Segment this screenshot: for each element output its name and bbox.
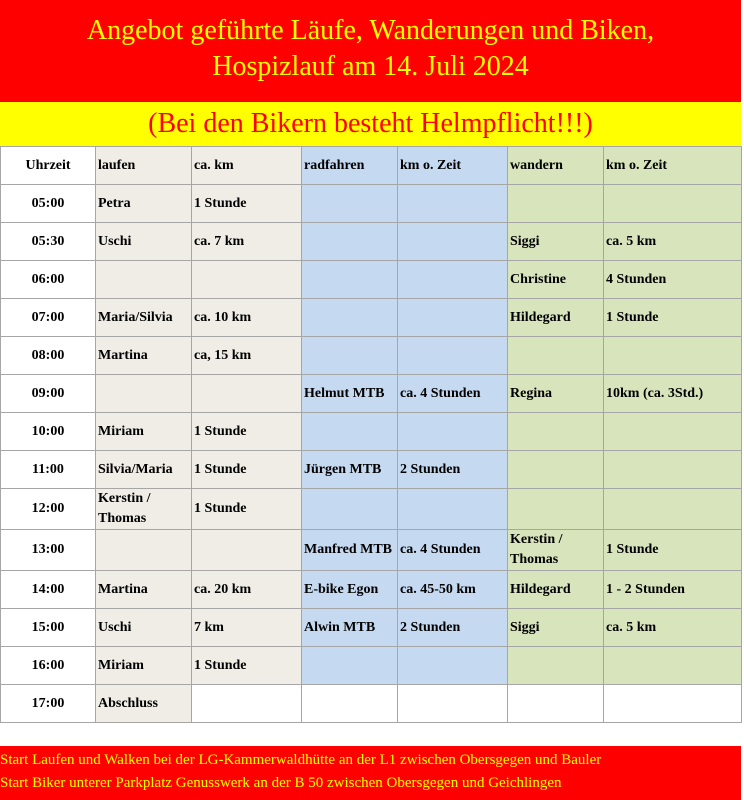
run-distance-cell[interactable]: ca, 15 km bbox=[192, 337, 302, 375]
time-cell[interactable]: 15:00 bbox=[1, 609, 96, 647]
biker-cell[interactable] bbox=[302, 299, 398, 337]
table-row bbox=[1, 413, 742, 451]
hiker-cell[interactable] bbox=[508, 185, 604, 223]
biker-cell[interactable]: Manfred MTB bbox=[302, 530, 398, 571]
run-distance-cell[interactable]: 1 Stunde bbox=[192, 185, 302, 223]
biker-cell[interactable] bbox=[302, 223, 398, 261]
runner-cell[interactable]: Kerstin / Thomas bbox=[96, 489, 192, 530]
run-distance-cell[interactable]: 1 Stunde bbox=[192, 413, 302, 451]
bike-distance-cell[interactable] bbox=[398, 489, 508, 530]
footer-line-2: Start Biker unterer Parkplatz Genusswerk an der B 50 zwischen Obersgegen und Geichlingen bbox=[0, 775, 562, 791]
run-distance-cell[interactable]: 7 km bbox=[192, 609, 302, 647]
header-hike-km[interactable]: km o. Zeit bbox=[604, 147, 742, 185]
hike-distance-cell[interactable] bbox=[604, 337, 742, 375]
header-laufen[interactable]: laufen bbox=[96, 147, 192, 185]
bike-distance-cell[interactable] bbox=[398, 647, 508, 685]
bike-distance-cell[interactable]: ca. 4 Stunden bbox=[398, 530, 508, 571]
table-row bbox=[1, 647, 742, 685]
runner-cell[interactable]: Miriam bbox=[96, 647, 192, 685]
run-distance-cell[interactable] bbox=[192, 685, 302, 723]
biker-cell[interactable] bbox=[302, 413, 398, 451]
table-row bbox=[1, 609, 742, 647]
header-run-km[interactable]: ca. km bbox=[192, 147, 302, 185]
time-cell[interactable]: 12:00 bbox=[1, 489, 96, 530]
runner-cell[interactable]: Uschi bbox=[96, 609, 192, 647]
hike-distance-cell[interactable]: 1 Stunde bbox=[604, 299, 742, 337]
bike-distance-cell[interactable]: ca. 4 Stunden bbox=[398, 375, 508, 413]
hiker-cell[interactable]: Siggi bbox=[508, 609, 604, 647]
run-distance-cell[interactable]: ca. 7 km bbox=[192, 223, 302, 261]
hike-distance-cell[interactable] bbox=[604, 413, 742, 451]
hiker-cell[interactable]: Hildegard bbox=[508, 571, 604, 609]
run-distance-cell[interactable] bbox=[192, 375, 302, 413]
table-row bbox=[1, 375, 742, 413]
table-row bbox=[1, 337, 742, 375]
bike-distance-cell[interactable] bbox=[398, 413, 508, 451]
time-cell[interactable]: 09:00 bbox=[1, 375, 96, 413]
time-cell[interactable]: 17:00 bbox=[1, 685, 96, 723]
run-distance-cell[interactable]: 1 Stunde bbox=[192, 647, 302, 685]
biker-cell[interactable] bbox=[302, 489, 398, 530]
table-row bbox=[1, 685, 742, 723]
helmet-notice: (Bei den Bikern besteht Helmpflicht!!!) bbox=[0, 102, 741, 146]
table-row bbox=[1, 530, 742, 571]
runner-cell[interactable]: Miriam bbox=[96, 413, 192, 451]
footer-line-1: Start Laufen und Walken bei der LG-Kammerwaldhütte an der L1 zwischen Obersgegen und Bauler bbox=[0, 752, 602, 768]
header-row bbox=[1, 147, 742, 185]
title-line-2: Hospizlauf am 14. Juli 2024 bbox=[212, 51, 529, 82]
table-row bbox=[1, 261, 742, 299]
runner-cell[interactable]: Abschluss bbox=[96, 685, 192, 723]
biker-cell[interactable] bbox=[302, 685, 398, 723]
time-cell[interactable]: 05:30 bbox=[1, 223, 96, 261]
runner-cell[interactable]: Martina bbox=[96, 337, 192, 375]
time-cell[interactable]: 14:00 bbox=[1, 571, 96, 609]
runner-cell[interactable]: Petra bbox=[96, 185, 192, 223]
time-cell[interactable]: 07:00 bbox=[1, 299, 96, 337]
time-cell[interactable]: 11:00 bbox=[1, 451, 96, 489]
hike-distance-cell[interactable]: ca. 5 km bbox=[604, 223, 742, 261]
biker-cell[interactable] bbox=[302, 185, 398, 223]
bike-distance-cell[interactable] bbox=[398, 299, 508, 337]
bike-distance-cell[interactable] bbox=[398, 337, 508, 375]
time-cell[interactable]: 10:00 bbox=[1, 413, 96, 451]
bike-distance-cell[interactable] bbox=[398, 185, 508, 223]
title-banner bbox=[0, 0, 741, 102]
schedule-table bbox=[0, 146, 742, 723]
table-row bbox=[1, 185, 742, 223]
table-row bbox=[1, 571, 742, 609]
bike-distance-cell[interactable]: ca. 45-50 km bbox=[398, 571, 508, 609]
run-distance-cell[interactable]: 1 Stunde bbox=[192, 451, 302, 489]
hiker-cell[interactable] bbox=[508, 647, 604, 685]
runner-cell[interactable] bbox=[96, 530, 192, 571]
bike-distance-cell[interactable]: 2 Stunden bbox=[398, 451, 508, 489]
biker-cell[interactable]: Alwin MTB bbox=[302, 609, 398, 647]
runner-cell[interactable]: Silvia/Maria bbox=[96, 451, 192, 489]
time-cell[interactable]: 16:00 bbox=[1, 647, 96, 685]
hiker-cell[interactable]: Kerstin / Thomas bbox=[508, 530, 604, 571]
table-row bbox=[1, 299, 742, 337]
runner-cell[interactable] bbox=[96, 375, 192, 413]
header-radfahren[interactable]: radfahren bbox=[302, 147, 398, 185]
time-cell[interactable]: 06:00 bbox=[1, 261, 96, 299]
header-bike-km[interactable]: km o. Zeit bbox=[398, 147, 508, 185]
hiker-cell[interactable]: Hildegard bbox=[508, 299, 604, 337]
hiker-cell[interactable] bbox=[508, 337, 604, 375]
hike-distance-cell[interactable]: ca. 5 km bbox=[604, 609, 742, 647]
biker-cell[interactable] bbox=[302, 647, 398, 685]
hiker-cell[interactable]: Siggi bbox=[508, 223, 604, 261]
hiker-cell[interactable]: Christine bbox=[508, 261, 604, 299]
hiker-cell[interactable] bbox=[508, 451, 604, 489]
hike-distance-cell[interactable] bbox=[604, 489, 742, 530]
run-distance-cell[interactable]: ca. 20 km bbox=[192, 571, 302, 609]
hike-distance-cell[interactable] bbox=[604, 647, 742, 685]
table-row bbox=[1, 451, 742, 489]
table-row bbox=[1, 489, 742, 530]
header-uhrzeit[interactable]: Uhrzeit bbox=[1, 147, 96, 185]
time-cell[interactable]: 05:00 bbox=[1, 185, 96, 223]
hike-distance-cell[interactable]: 10km (ca. 3Std.) bbox=[604, 375, 742, 413]
bike-distance-cell[interactable] bbox=[398, 261, 508, 299]
hiker-cell[interactable]: Regina bbox=[508, 375, 604, 413]
bike-distance-cell[interactable]: 2 Stunden bbox=[398, 609, 508, 647]
hike-distance-cell[interactable]: 4 Stunden bbox=[604, 261, 742, 299]
footer-banner bbox=[0, 746, 741, 800]
biker-cell[interactable]: Jürgen MTB bbox=[302, 451, 398, 489]
time-cell[interactable]: 08:00 bbox=[1, 337, 96, 375]
biker-cell[interactable] bbox=[302, 337, 398, 375]
runner-cell[interactable] bbox=[96, 261, 192, 299]
run-distance-cell[interactable]: ca. 10 km bbox=[192, 299, 302, 337]
run-distance-cell[interactable]: 1 Stunde bbox=[192, 489, 302, 530]
hike-distance-cell[interactable]: 1 Stunde bbox=[604, 530, 742, 571]
runner-cell[interactable]: Martina bbox=[96, 571, 192, 609]
hiker-cell[interactable] bbox=[508, 685, 604, 723]
run-distance-cell[interactable] bbox=[192, 261, 302, 299]
table-row bbox=[1, 223, 742, 261]
hike-distance-cell[interactable] bbox=[604, 451, 742, 489]
hike-distance-cell[interactable] bbox=[604, 185, 742, 223]
biker-cell[interactable]: E-bike Egon bbox=[302, 571, 398, 609]
schedule-body bbox=[1, 147, 742, 723]
hiker-cell[interactable] bbox=[508, 489, 604, 530]
run-distance-cell[interactable] bbox=[192, 530, 302, 571]
runner-cell[interactable]: Uschi bbox=[96, 223, 192, 261]
hike-distance-cell[interactable] bbox=[604, 685, 742, 723]
title-line-1: Angebot geführte Läufe, Wanderungen und Biken, bbox=[86, 15, 655, 46]
bike-distance-cell[interactable] bbox=[398, 685, 508, 723]
header-wandern[interactable]: wandern bbox=[508, 147, 604, 185]
bike-distance-cell[interactable] bbox=[398, 223, 508, 261]
hike-distance-cell[interactable]: 1 - 2 Stunden bbox=[604, 571, 742, 609]
biker-cell[interactable]: Helmut MTB bbox=[302, 375, 398, 413]
biker-cell[interactable] bbox=[302, 261, 398, 299]
hiker-cell[interactable] bbox=[508, 413, 604, 451]
time-cell[interactable]: 13:00 bbox=[1, 530, 96, 571]
runner-cell[interactable]: Maria/Silvia bbox=[96, 299, 192, 337]
